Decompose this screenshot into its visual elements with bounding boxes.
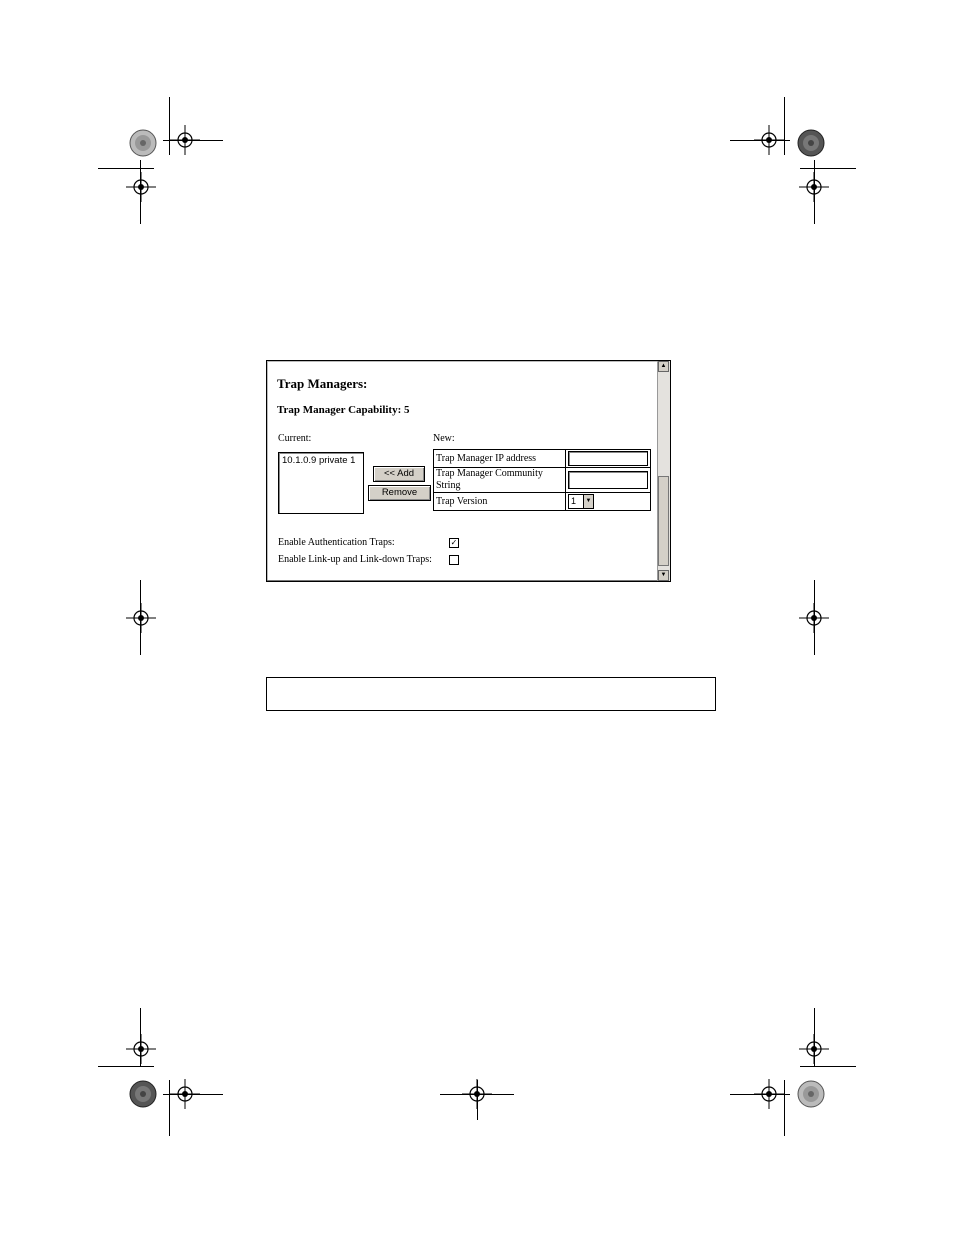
registration-target-icon xyxy=(126,1034,156,1064)
registration-target-icon xyxy=(462,1079,492,1109)
new-trap-manager-table xyxy=(433,449,651,511)
registration-target-icon xyxy=(799,172,829,202)
registration-target-icon xyxy=(799,603,829,633)
registration-target-icon xyxy=(754,125,784,155)
community-string-label: Trap Manager Community String xyxy=(434,468,566,493)
ip-address-label: Trap Manager IP address xyxy=(434,450,566,468)
trap-managers-panel xyxy=(266,360,671,582)
trap-version-select[interactable] xyxy=(568,494,594,509)
link-traps-label: Enable Link-up and Link-down Traps: xyxy=(278,554,432,565)
trap-version-label: Trap Version xyxy=(434,493,566,511)
registration-target-icon xyxy=(170,1079,200,1109)
auth-traps-label: Enable Authentication Traps: xyxy=(278,537,395,548)
page-title: Trap Managers: xyxy=(277,376,368,391)
caption-box xyxy=(266,677,716,711)
list-item[interactable]: 10.1.0.9 private 1 xyxy=(282,455,356,466)
current-trap-managers-list[interactable] xyxy=(278,452,364,514)
add-button[interactable]: << Add xyxy=(373,466,425,482)
registration-target-icon xyxy=(754,1079,784,1109)
ip-address-input[interactable] xyxy=(568,451,648,466)
registration-target-icon xyxy=(799,1034,829,1064)
capability-label: Trap Manager Capability: 5 xyxy=(277,404,410,416)
chevron-down-icon[interactable]: ▼ xyxy=(583,495,593,508)
scroll-up-arrow-icon[interactable]: ▲ xyxy=(658,361,669,372)
color-rosette-icon xyxy=(129,129,157,157)
registration-target-icon xyxy=(126,172,156,202)
registration-target-icon xyxy=(126,603,156,633)
new-label: New: xyxy=(433,433,455,444)
registration-target-icon xyxy=(170,125,200,155)
scrollbar-thumb[interactable] xyxy=(658,476,669,566)
remove-button[interactable]: Remove xyxy=(368,485,431,501)
community-string-input[interactable] xyxy=(568,471,648,489)
current-label: Current: xyxy=(278,433,312,444)
trap-version-value: 1 xyxy=(571,496,577,506)
color-rosette-icon xyxy=(797,1080,825,1108)
link-traps-checkbox[interactable] xyxy=(449,555,459,565)
auth-traps-checkbox[interactable]: ✓ xyxy=(450,538,458,547)
color-rosette-icon xyxy=(129,1080,157,1108)
color-rosette-icon xyxy=(797,129,825,157)
scroll-down-arrow-icon[interactable]: ▼ xyxy=(658,570,669,581)
vertical-scrollbar[interactable] xyxy=(657,361,670,581)
